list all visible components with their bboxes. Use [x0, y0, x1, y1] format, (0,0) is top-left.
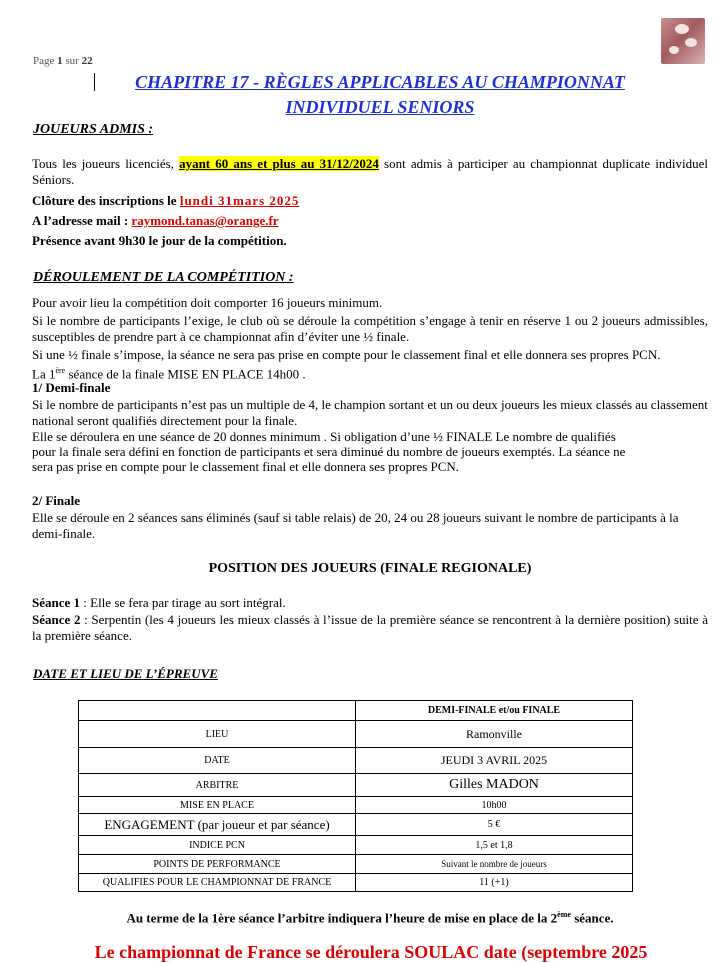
club-logo	[661, 18, 705, 64]
date-lieu-heading: DATE ET LIEU DE L’ÉPREUVE	[33, 666, 218, 681]
footer-championnat: Le championnat de France se déroulera SOULAC date (septembre 2025	[94, 942, 648, 962]
seance2-line: Séance 2 : Serpentin (les 4 joueurs les mieux classés à l’issue de la première séance se rencontrent à la dernière position) suite à la première séance.	[32, 612, 708, 643]
position-heading: POSITION DES JOUEURS (FINALE REGIONALE)	[208, 561, 532, 576]
deroulement-p3: Si une ½ finale s’impose, la séance ne sera pas prise en compte pour le classement final et elle donnera ses propres PCN.	[32, 347, 661, 362]
cloture-line: Clôture des inscriptions le lundi 31mars 2025	[32, 193, 300, 208]
demi-finale-p1: Si le nombre de participants n’est pas un multiple de 4, le champion sortant et un ou deux joueurs les mieux classés au classement national seront qualifiés directement pour la finale.	[32, 397, 708, 428]
deroulement-p4: La 1ère séance de la finale MISE EN PLACE 14h00 .	[32, 366, 306, 382]
chapter-title-line1: CHAPITRE 17 - RÈGLES APPLICABLES AU CHAMPIONNAT	[135, 72, 625, 92]
table-row: ARBITRE Gilles MADON	[79, 774, 633, 797]
page-number: Page 1 sur 22	[33, 55, 93, 67]
table-header-row	[79, 701, 633, 721]
demi-finale-l1: Elle se déroulera en une séance de 20 donnes minimum . Si obligation d’une ½ FINALE Le nombre de qualifiés	[32, 429, 616, 444]
deroulement-heading: DÉROULEMENT DE LA COMPÉTITION :	[33, 270, 294, 285]
arbitre-note: Au terme de la 1ère séance l’arbitre indiquera l’heure de mise en place de la 2ème séance.	[126, 910, 614, 926]
email-link[interactable]: raymond.tanas@orange.fr	[131, 213, 279, 228]
epreuve-table	[78, 700, 633, 892]
joueurs-paragraph: Tous les joueurs licenciés, ayant 60 ans et plus au 31/12/2024 sont admis à participer au championnat duplicate individuel Séniors.	[32, 156, 709, 187]
table-row: DATE JEUDI 3 AVRIL 2025	[79, 748, 633, 774]
age-highlight: ayant 60 ans et plus au 31/12/2024	[179, 156, 379, 171]
table-header: DEMI-FINALE et/ou FINALE	[356, 701, 633, 721]
table-row: INDICE PCN 1,5 et 1,8	[79, 836, 633, 855]
demi-finale-l3: sera pas prise en compte pour le classement final et elle donnera ses propres PCN.	[32, 459, 460, 474]
demi-finale-heading: 1/ Demi-finale	[32, 380, 111, 395]
table-row: LIEU Ramonville	[79, 721, 633, 748]
table-row: ENGAGEMENT (par joueur et par séance) 5 €	[79, 814, 633, 836]
deroulement-p1: Pour avoir lieu la compétition doit comporter 16 joueurs minimum.	[32, 295, 383, 310]
deroulement-p2: Si le nombre de participants l’exige, le club où se déroule la compétition s’engage à tenir en réserve 1 ou 2 joueurs admissibles, susceptibles de prendre part à ce championnat afin d’éviter une ½ finale.	[32, 313, 708, 344]
finale-heading: 2/ Finale	[32, 493, 81, 508]
presence-line: Présence avant 9h30 le jour de la compétition.	[32, 233, 287, 248]
table-row: QUALIFIES POUR LE CHAMPIONNAT DE FRANCE 11 (+1)	[79, 874, 633, 892]
mail-line: A l’adresse mail : raymond.tanas@orange.fr	[32, 213, 279, 228]
table-row: MISE EN PLACE 10h00	[79, 797, 633, 814]
joueurs-heading: JOUEURS ADMIS :	[33, 122, 154, 137]
cloture-date: lundi 31mars 2025	[179, 193, 300, 208]
table-row: POINTS DE PERFORMANCE Suivant le nombre de joueurs	[79, 855, 633, 874]
chapter-title-line2: INDIVIDUEL SENIORS	[285, 97, 475, 117]
seance1-line: Séance 1 : Elle se fera par tirage au sort intégral.	[32, 595, 286, 610]
finale-paragraph: Elle se déroule en 2 séances sans éliminés (sauf si table relais) de 20, 24 ou 28 joueurs suivant le nombre de participants à la demi-finale.	[32, 510, 679, 541]
demi-finale-l2: pour la finale sera défini en fonction de participants et sera diminué du nombre de joueurs exemptés. La séance ne	[32, 444, 626, 459]
